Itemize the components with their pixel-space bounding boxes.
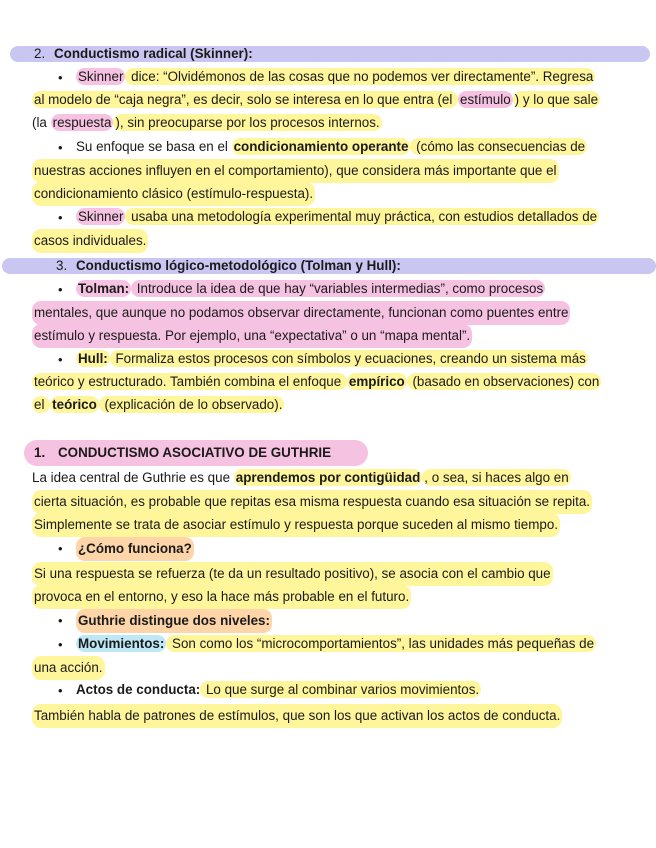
text-segment: Formaliza estos procesos con símbolos y ecuaciones, creando un sistema más (111, 351, 586, 366)
bold-term: empírico (348, 374, 405, 389)
bullet-marker: • (58, 352, 63, 367)
paragraph-line (0, 324, 656, 346)
bullet-marker: • (58, 70, 63, 85)
paragraph-line (0, 537, 656, 559)
text-segment: ) y lo que sale (514, 92, 599, 107)
text-segment: Simplemente se trata de asociar estímulo y respuesta porque suceden al mismo tiempo. (32, 513, 560, 537)
bold-term: ¿Cómo funciona? (76, 537, 194, 561)
section-heading (0, 442, 656, 464)
paragraph-line (0, 562, 656, 584)
text-segment: mentales, que aunque no podamos observar directamente, funcionan como puentes entre (32, 301, 570, 325)
highlight-term: respuesta (52, 115, 112, 130)
paragraph-line (0, 182, 656, 204)
section-number: 2. (34, 46, 46, 61)
paragraph-line (0, 348, 656, 370)
paragraph-line (0, 301, 656, 323)
section-number: 1. (34, 445, 46, 460)
paragraph-line (0, 136, 656, 158)
paragraph-line (0, 585, 656, 607)
paragraph-line (0, 89, 656, 111)
highlight-term: Skinner (78, 69, 124, 84)
text-segment: Su enfoque se basa en el (76, 139, 232, 154)
text-segment: Introduce la idea de que hay “variables intermedias”, como procesos (133, 281, 544, 296)
paragraph-line (0, 229, 656, 251)
text-segment: nuestras acciones influyen en el comportamiento), que considera más importante que el (32, 159, 559, 183)
section-heading (0, 43, 656, 65)
section-heading (0, 255, 656, 277)
text-segment: usaba una metodología experimental muy práctica, con estudios detallados de (127, 209, 598, 224)
section-title: CONDUCTISMO ASOCIATIVO DE GUTHRIE (58, 445, 332, 460)
bullet-marker: • (58, 140, 63, 155)
highlight-text: dice: “Olvidémonos de las cosas que no podemos ver directamente”. Regresa (127, 69, 594, 84)
paragraph-line (0, 704, 656, 726)
paragraph-line (0, 609, 656, 631)
bullet-marker: • (58, 210, 63, 225)
section-number: 3. (56, 258, 68, 273)
paragraph-line (0, 490, 656, 512)
section-title: Conductismo radical (Skinner): (54, 46, 253, 61)
paragraph-line (0, 206, 656, 228)
paragraph-line (0, 112, 656, 134)
text-segment: ), sin preocuparse por los procesos internos. (115, 115, 380, 130)
text-segment: condicionamiento clásico (estímulo-respuesta). (32, 182, 315, 206)
paragraph-line (0, 394, 656, 416)
text-segment: (cómo las consecuencias de (412, 139, 586, 154)
bullet-marker: • (58, 637, 63, 652)
bold-term: Hull: (78, 351, 108, 366)
text-segment: , o sea, si haces algo en (424, 470, 569, 485)
bullet-marker: • (58, 683, 63, 698)
paragraph-line (0, 679, 656, 701)
text-segment: al modelo de “caja negra”, es decir, solo se interesa en lo que entra (el (34, 92, 457, 107)
highlight-term: estímulo (460, 92, 511, 107)
text-segment: una acción. (32, 656, 105, 680)
bold-term: Guthrie distingue dos niveles: (76, 609, 272, 633)
bold-term: Tolman: (78, 281, 130, 296)
paragraph-line (0, 633, 656, 655)
text-segment: (la (32, 115, 51, 130)
bullet-marker: • (58, 541, 63, 556)
bold-term: Actos de conducta: (76, 682, 201, 697)
paragraph-line (0, 159, 656, 181)
text-segment: teórico y estructurado. También combina el enfoque (34, 374, 345, 389)
text-segment: Lo que surge al combinar varios movimientos. (202, 682, 480, 697)
paragraph-line (0, 513, 656, 535)
paragraph-line (0, 278, 656, 300)
paragraph-line (0, 371, 656, 393)
bold-term: condicionamiento operante (233, 139, 409, 154)
text-segment: La idea central de Guthrie es que (32, 470, 234, 485)
bullet-marker: • (58, 282, 63, 297)
text-segment: casos individuales. (32, 229, 148, 253)
bold-term: Movimientos: (78, 636, 165, 651)
section-title: Conductismo lógico-metodológico (Tolman y Hull): (76, 258, 401, 273)
text-segment: Son como los “microcomportamientos”, las unidades más pequeñas de (168, 636, 595, 651)
text-segment: provoca en el entorno, y eso la hace más probable en el futuro. (32, 585, 411, 609)
text-segment: (explicación de lo observado). (100, 397, 283, 412)
text-segment: el (34, 397, 49, 412)
text-segment: estímulo y respuesta. Por ejemplo, una “expectativa” o un “mapa mental”. (32, 324, 472, 348)
text-segment: (basado en observaciones) con (408, 374, 600, 389)
paragraph-line (0, 467, 656, 489)
bold-term: aprendemos por contigüidad (235, 470, 421, 485)
text-segment: También habla de patrones de estímulos, que son los que activan los actos de conducta. (32, 704, 562, 728)
paragraph-line (0, 656, 656, 678)
text-segment: cierta situación, es probable que repitas esa misma respuesta cuando esa situación se repita. (32, 490, 592, 514)
bullet-marker: • (58, 613, 63, 628)
bold-term: teórico (52, 397, 97, 412)
text-segment: Si una respuesta se refuerza (te da un resultado positivo), se asocia con el cambio que (32, 562, 553, 586)
paragraph-line (0, 66, 656, 88)
highlight-term: Skinner (78, 209, 124, 224)
